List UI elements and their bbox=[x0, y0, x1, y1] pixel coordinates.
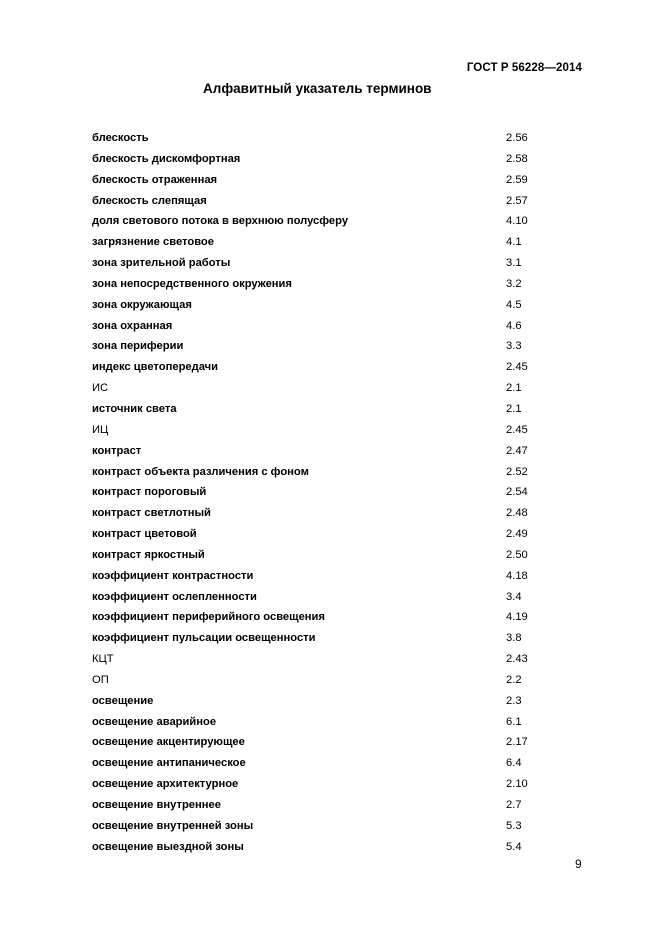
index-term: доля светового потока в верхнюю полусферу bbox=[92, 215, 349, 228]
index-reference: 2.45 bbox=[506, 361, 528, 374]
index-reference: 2.57 bbox=[506, 194, 528, 207]
index-reference: 2.59 bbox=[506, 173, 528, 186]
index-entry bbox=[92, 130, 542, 151]
index-term: контраст светлотный bbox=[92, 507, 211, 520]
index-entry bbox=[92, 547, 542, 568]
index-term: зона окружающая bbox=[92, 298, 192, 311]
index-reference: 3.2 bbox=[506, 277, 522, 290]
index-term: индекс цветопередачи bbox=[92, 361, 219, 374]
index-entry bbox=[92, 609, 542, 630]
page-title: Алфавитный указатель терминов bbox=[203, 81, 432, 96]
index-entry bbox=[92, 776, 542, 797]
index-entry bbox=[92, 589, 542, 610]
index-entry bbox=[92, 505, 542, 526]
index-entry bbox=[92, 714, 542, 735]
index-entry bbox=[92, 401, 542, 422]
index-entry bbox=[92, 672, 542, 693]
index-reference: 2.47 bbox=[506, 444, 528, 457]
index-reference: 4.19 bbox=[506, 611, 528, 624]
index-term: освещение акцентирующее bbox=[92, 736, 245, 749]
index-term: освещение выездной зоны bbox=[92, 840, 244, 853]
index-term: зона охранная bbox=[92, 319, 173, 332]
index-reference: 4.1 bbox=[506, 236, 522, 249]
index-reference: 2.17 bbox=[506, 736, 528, 749]
index-reference: 2.49 bbox=[506, 528, 528, 541]
page-number: 9 bbox=[575, 857, 582, 871]
index-reference: 2.45 bbox=[506, 423, 528, 436]
term-index-list bbox=[92, 130, 542, 860]
index-term: блескость слепящая bbox=[92, 194, 207, 207]
index-term: загрязнение световое bbox=[92, 236, 214, 249]
index-reference: 2.3 bbox=[506, 694, 522, 707]
index-term: контраст цветовой bbox=[92, 528, 197, 541]
index-reference: 3.3 bbox=[506, 340, 522, 353]
index-term: контраст объекта различения с фоном bbox=[92, 465, 309, 478]
index-entry bbox=[92, 318, 542, 339]
index-term: освещение внутреннее bbox=[92, 799, 221, 811]
index-term: освещение bbox=[92, 694, 154, 707]
index-reference: 2.2 bbox=[506, 673, 522, 686]
index-term: коэффициент периферийного освещения bbox=[92, 611, 325, 624]
index-reference: 6.1 bbox=[506, 715, 522, 728]
index-reference: 2.1 bbox=[506, 382, 522, 395]
index-reference: 2.10 bbox=[506, 778, 528, 791]
index-reference: 2.54 bbox=[506, 486, 528, 499]
index-reference: 5.3 bbox=[506, 819, 522, 832]
index-entry bbox=[92, 630, 542, 651]
index-reference: 2.56 bbox=[506, 132, 528, 144]
index-entry bbox=[92, 234, 542, 255]
index-entry bbox=[92, 839, 542, 860]
index-reference: 2.1 bbox=[506, 402, 522, 415]
index-reference: 4.10 bbox=[506, 215, 528, 228]
index-term: контраст пороговый bbox=[92, 486, 207, 499]
index-reference: 3.4 bbox=[506, 590, 522, 603]
index-term: контраст яркостный bbox=[92, 548, 205, 561]
index-term: ИЦ bbox=[92, 423, 109, 436]
index-entry bbox=[92, 255, 542, 276]
index-reference: 3.1 bbox=[506, 257, 522, 270]
index-term: блескость bbox=[92, 132, 149, 144]
index-entry bbox=[92, 734, 542, 755]
index-term: зона непосредственного окружения bbox=[92, 277, 292, 290]
index-entry bbox=[92, 651, 542, 672]
index-reference: 2.50 bbox=[506, 548, 528, 561]
index-entry bbox=[92, 797, 542, 818]
index-entry bbox=[92, 276, 542, 297]
index-reference: 2.43 bbox=[506, 653, 528, 666]
index-term: блескость дискомфортная bbox=[92, 152, 241, 165]
index-entry bbox=[92, 526, 542, 547]
index-entry bbox=[92, 568, 542, 589]
index-entry bbox=[92, 755, 542, 776]
index-entry bbox=[92, 213, 542, 234]
index-entry bbox=[92, 380, 542, 401]
index-term: контраст bbox=[92, 444, 142, 457]
index-reference: 4.6 bbox=[506, 319, 522, 332]
index-entry bbox=[92, 338, 542, 359]
index-reference: 2.7 bbox=[506, 799, 522, 811]
index-entry bbox=[92, 193, 542, 214]
index-term: ИС bbox=[92, 382, 109, 395]
index-term: коэффициент ослепленности bbox=[92, 590, 257, 603]
index-entry bbox=[92, 172, 542, 193]
index-reference: 4.18 bbox=[506, 569, 528, 582]
index-entry bbox=[92, 464, 542, 485]
index-reference: 4.5 bbox=[506, 298, 522, 311]
index-reference: 3.8 bbox=[506, 632, 522, 645]
index-reference: 2.58 bbox=[506, 152, 528, 165]
index-term: зона зрительной работы bbox=[92, 257, 231, 270]
index-term: освещение антипаническое bbox=[92, 757, 246, 770]
index-entry bbox=[92, 359, 542, 380]
index-entry bbox=[92, 693, 542, 714]
index-reference: 2.48 bbox=[506, 507, 528, 520]
index-reference: 6.4 bbox=[506, 757, 522, 770]
index-reference: 2.52 bbox=[506, 465, 528, 478]
index-term: коэффициент контрастности bbox=[92, 569, 254, 582]
index-term: освещение внутренней зоны bbox=[92, 819, 254, 832]
index-term: источник света bbox=[92, 402, 177, 415]
index-term: освещение аварийное bbox=[92, 715, 217, 728]
index-term: блескость отраженная bbox=[92, 173, 218, 186]
index-term: ОП bbox=[92, 673, 109, 686]
index-entry bbox=[92, 818, 542, 839]
index-entry bbox=[92, 151, 542, 172]
index-term: зона периферии bbox=[92, 340, 184, 353]
index-entry bbox=[92, 422, 542, 443]
index-term: коэффициент пульсации освещенности bbox=[92, 632, 316, 645]
index-reference: 5.4 bbox=[506, 840, 522, 853]
standard-designation: ГОСТ Р 56228—2014 bbox=[466, 62, 582, 74]
index-entry bbox=[92, 484, 542, 505]
index-entry bbox=[92, 443, 542, 464]
index-entry bbox=[92, 297, 542, 318]
index-term: КЦТ bbox=[92, 653, 114, 666]
index-term: освещение архитектурное bbox=[92, 778, 239, 791]
